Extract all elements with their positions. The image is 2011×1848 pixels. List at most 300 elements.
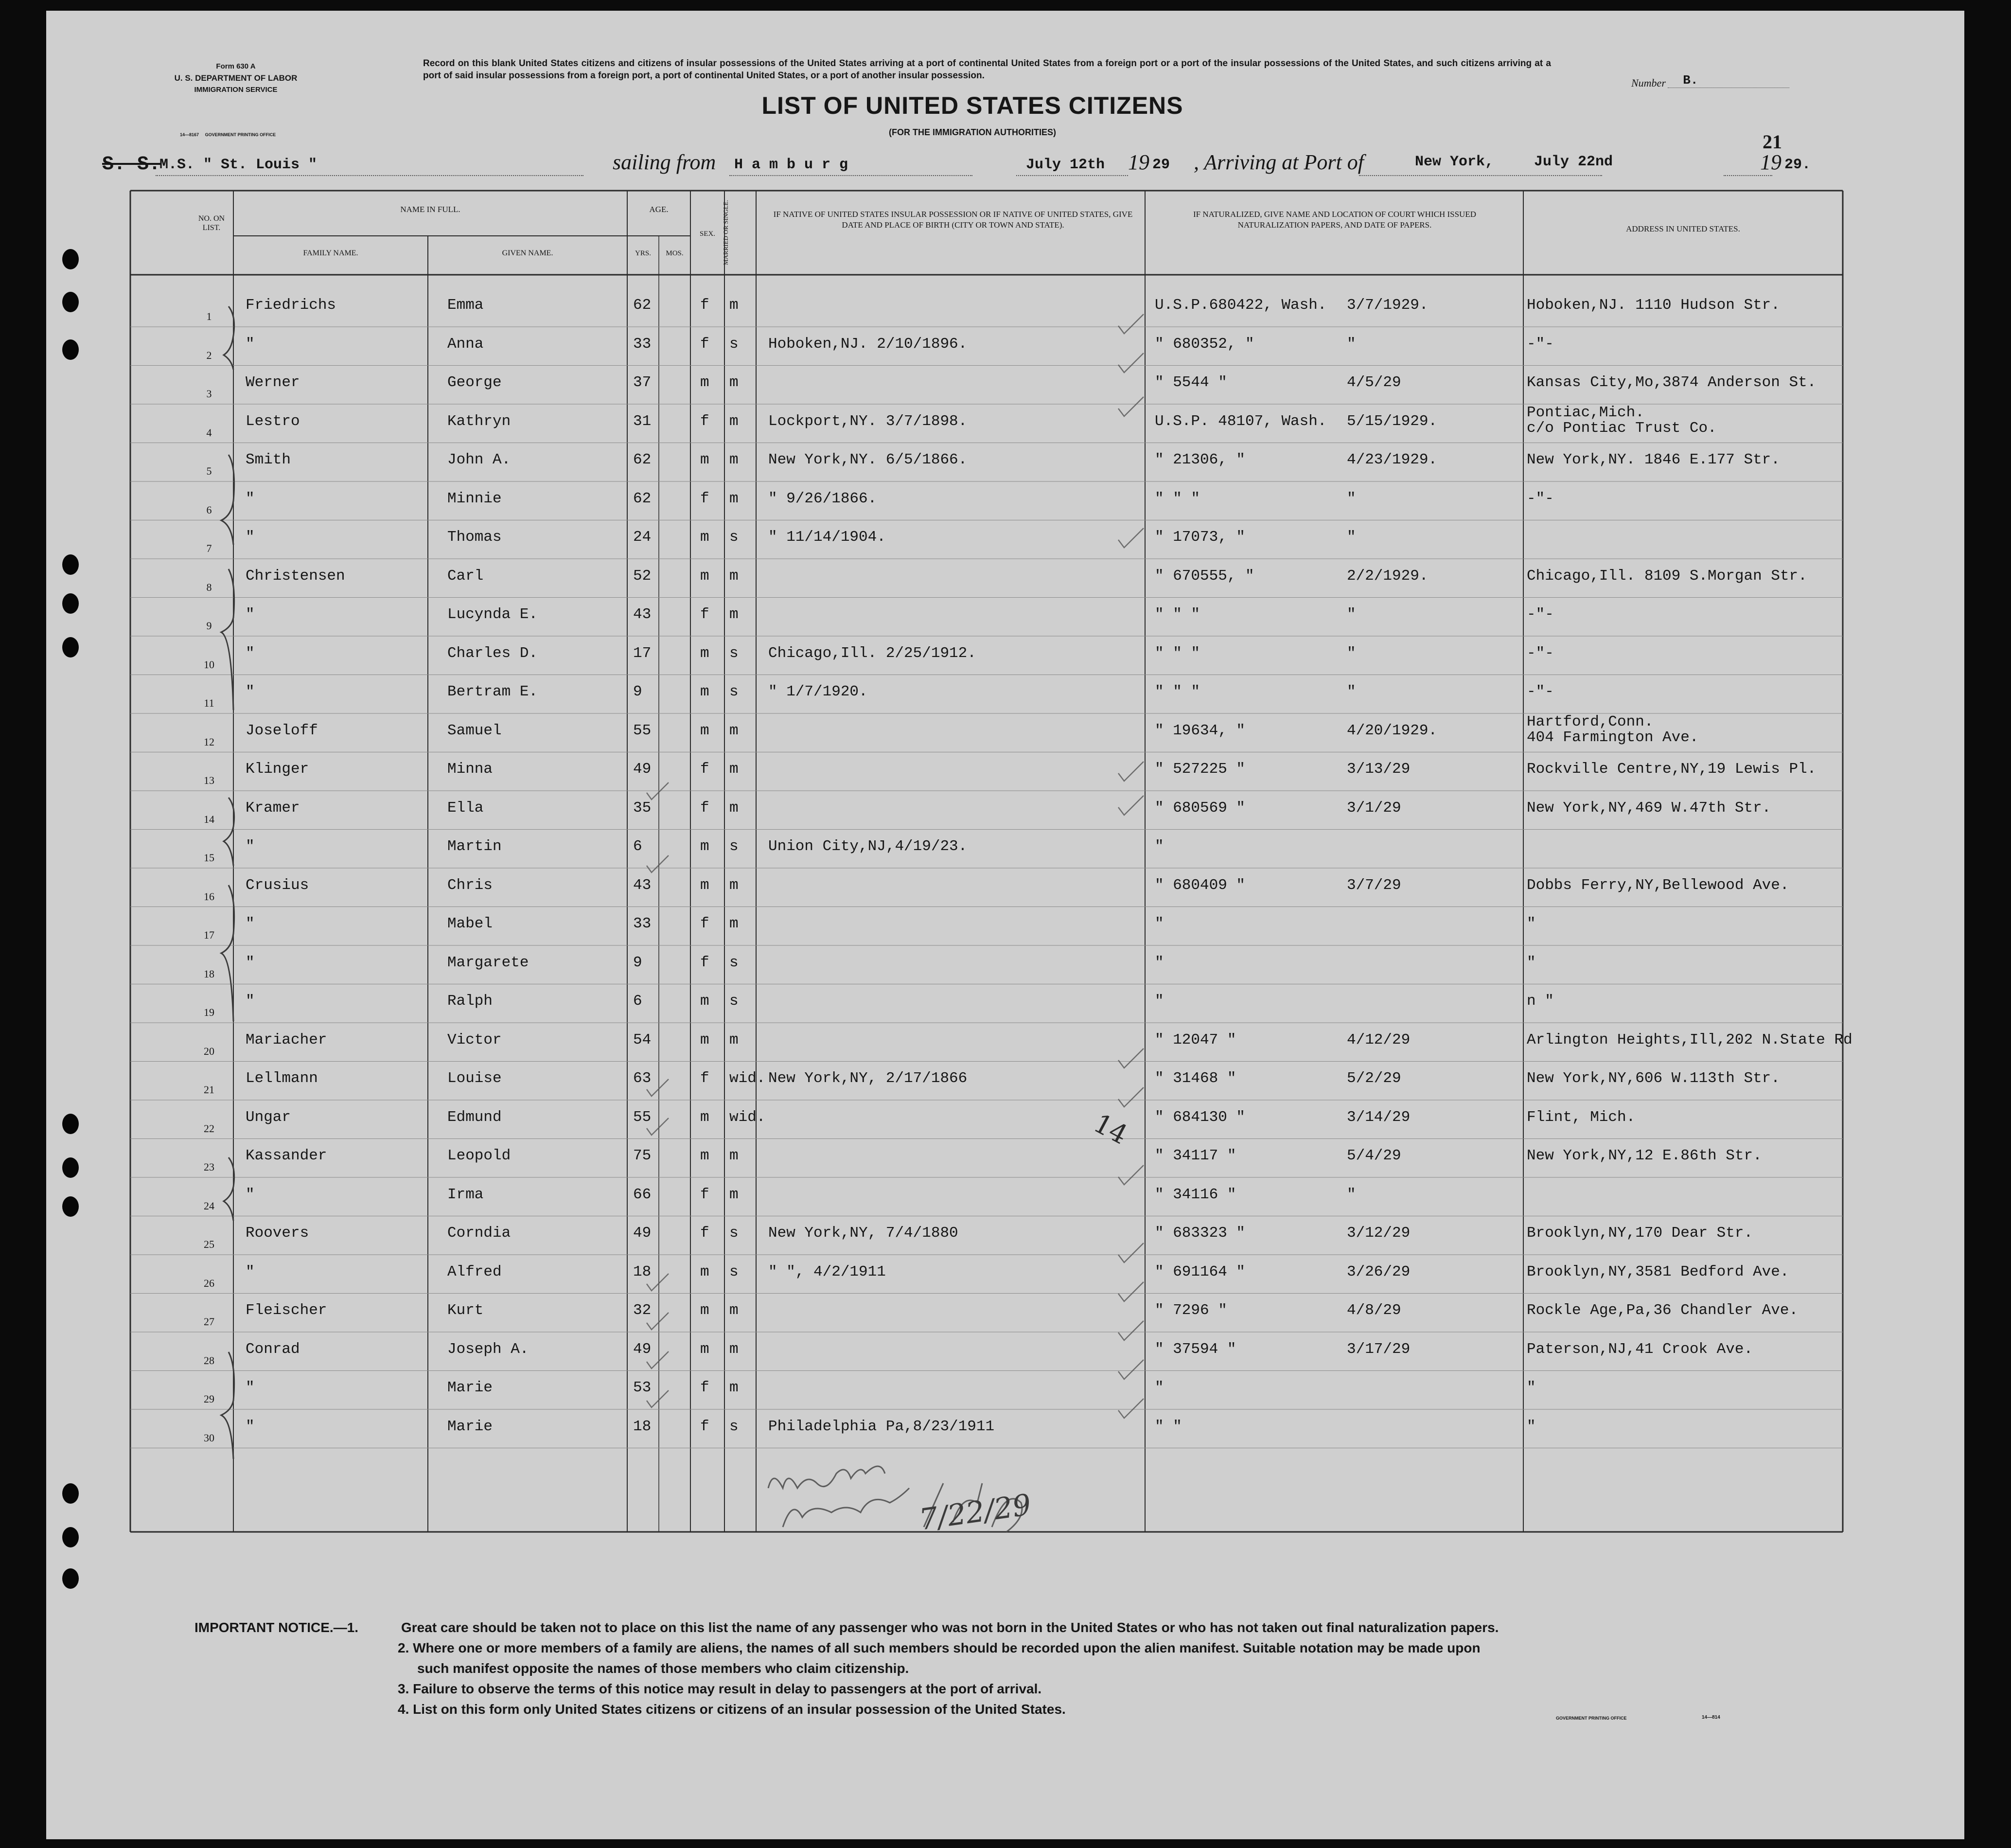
given-name: Charles D. — [447, 644, 538, 662]
given-name: Minnie — [447, 490, 502, 507]
family-name: Joseloff — [246, 722, 318, 739]
sex: f — [700, 335, 709, 353]
marital-status: m — [729, 1302, 739, 1319]
list-number: 6 — [206, 503, 212, 516]
given-name: Kathryn — [447, 412, 511, 430]
naturalization-date: 3/7/1929. — [1347, 297, 1429, 314]
header-no-on-list: NO. ON LIST. — [198, 214, 225, 232]
us-address: -"- — [1527, 683, 1554, 700]
naturalization-court: " 680409 " — [1155, 876, 1246, 894]
given-name: Louise — [447, 1070, 502, 1087]
list-number: 4 — [206, 426, 212, 439]
arrival-date: July 22nd — [1534, 154, 1613, 170]
vessel-name: M.S. " St. Louis " — [159, 157, 318, 173]
sex: m — [700, 567, 709, 585]
age-years: 37 — [633, 374, 652, 391]
marital-status: m — [729, 1340, 739, 1358]
naturalization-court: " " — [1155, 1418, 1182, 1435]
departure-year: 29 — [1152, 157, 1170, 173]
family-name: " — [246, 1263, 255, 1280]
given-name: Alfred — [447, 1263, 502, 1280]
list-number: 29 — [204, 1393, 214, 1405]
age-years: 49 — [633, 761, 652, 778]
service: IMMIGRATION SERVICE — [194, 86, 278, 94]
naturalization-court: " — [1155, 915, 1164, 932]
naturalization-court: " 12047 " — [1155, 1031, 1236, 1048]
birth-info: New York,NY. 6/5/1866. — [768, 451, 968, 468]
age-years: 66 — [633, 1186, 652, 1203]
given-name: Joseph A. — [447, 1340, 529, 1358]
marital-status: wid. — [729, 1070, 766, 1087]
naturalization-court: " 17073, " — [1155, 529, 1246, 546]
sex: f — [700, 761, 709, 778]
given-name: Minna — [447, 761, 493, 778]
naturalization-date: 3/12/29 — [1347, 1225, 1411, 1242]
naturalization-date: 4/8/29 — [1347, 1302, 1401, 1319]
given-name: Chris — [447, 876, 493, 894]
sex: m — [700, 722, 709, 739]
family-name: " — [246, 490, 255, 507]
sailing-label: sailing from — [613, 150, 716, 174]
marital-status: m — [729, 1031, 739, 1048]
sex: m — [700, 993, 709, 1010]
sex: m — [700, 1263, 709, 1280]
header-native-birth: IF NATIVE OF UNITED STATES INSULAR POSSESSION OR IF NATIVE OF UNITED STATES, GIVE DATE AND PLACE OF BIRTH (CITY OR TOWN AND STATE). — [773, 210, 1133, 230]
number-value: B. — [1668, 73, 1789, 88]
department: U. S. DEPARTMENT OF LABOR — [174, 73, 298, 83]
sex: f — [700, 490, 709, 507]
sex: m — [700, 529, 709, 546]
us-address: New York,NY,12 E.86th Str. — [1527, 1147, 1762, 1164]
header-name-in-full: NAME IN FULL. — [400, 205, 460, 214]
sex: f — [700, 1418, 709, 1435]
notice-item-1: Great care should be taken not to place on this list the name of any passenger who was not born in the United States or who has not taken out final naturalization papers. — [401, 1620, 1499, 1635]
list-number: 2 — [206, 349, 212, 361]
age-years: 33 — [633, 915, 652, 932]
naturalization-date: 5/4/29 — [1347, 1147, 1401, 1164]
header-age: AGE. — [649, 205, 669, 214]
family-name: " — [246, 915, 255, 932]
naturalization-court: " 691164 " — [1155, 1263, 1246, 1280]
family-name: " — [246, 644, 255, 662]
family-name: " — [246, 529, 255, 546]
header-naturalized: IF NATURALIZED, GIVE NAME AND LOCATION OF COURT WHICH ISSUED NATURALIZATION PAPERS, AND DATE OF PAPERS. — [1193, 210, 1476, 230]
given-name: Victor — [447, 1031, 502, 1048]
list-number: 30 — [204, 1431, 214, 1444]
sex: f — [700, 915, 709, 932]
sex: f — [700, 799, 709, 817]
marital-status: s — [729, 335, 739, 353]
given-name: Carl — [447, 567, 484, 585]
header-yrs: YRS. — [635, 249, 651, 257]
marital-status: s — [729, 993, 739, 1010]
age-years: 62 — [633, 451, 652, 468]
us-address: Hoboken,NJ. 1110 Hudson Str. — [1527, 297, 1780, 314]
sex: m — [700, 1147, 709, 1164]
given-name: Thomas — [447, 529, 502, 546]
family-name: " — [246, 606, 255, 623]
age-years: 53 — [633, 1379, 652, 1396]
us-address: " — [1527, 954, 1536, 971]
sex: m — [700, 838, 709, 855]
family-name: Conrad — [246, 1340, 300, 1358]
age-years: 55 — [633, 722, 652, 739]
given-name: Edmund — [447, 1108, 502, 1126]
given-name: George — [447, 374, 502, 391]
marital-status: s — [729, 838, 739, 855]
naturalization-court: " 34117 " — [1155, 1147, 1236, 1164]
sex: f — [700, 606, 709, 623]
sex: m — [700, 374, 709, 391]
age-years: 32 — [633, 1302, 652, 1319]
age-years: 55 — [633, 1108, 652, 1126]
sex: m — [700, 1108, 709, 1126]
list-number: 27 — [204, 1315, 214, 1328]
naturalization-court: " 19634, " — [1155, 722, 1246, 739]
us-address: " — [1527, 1379, 1536, 1396]
naturalization-court: " " " — [1155, 683, 1200, 700]
ss-prefix: S. S. — [102, 154, 161, 176]
marital-status: s — [729, 683, 739, 700]
birth-info: New York,NY, 7/4/1880 — [768, 1225, 958, 1242]
signature-date: 7/22/29 — [917, 1488, 1034, 1537]
naturalization-date: " — [1347, 335, 1356, 353]
number-label: Number — [1631, 77, 1666, 89]
naturalization-court: " 670555, " — [1155, 567, 1254, 585]
gpo-footer: GOVERNMENT PRINTING OFFICE — [1556, 1716, 1627, 1721]
naturalization-court: U.S.P. 48107, Wash. — [1155, 412, 1327, 430]
given-name: Margarete — [447, 954, 529, 971]
family-name: Werner — [246, 374, 300, 391]
arriving-label: , Arriving at Port of — [1194, 150, 1364, 174]
age-years: 54 — [633, 1031, 652, 1048]
us-address: Brooklyn,NY,3581 Bedford Ave. — [1527, 1263, 1789, 1280]
header-married-single: MARRIED OR SINGLE. — [722, 200, 729, 265]
age-years: 52 — [633, 567, 652, 585]
us-address: New York,NY,606 W.113th Str. — [1527, 1070, 1780, 1087]
naturalization-court: " 37594 " — [1155, 1340, 1236, 1358]
header-address: ADDRESS IN UNITED STATES. — [1626, 224, 1740, 233]
given-name: Emma — [447, 297, 484, 314]
age-years: 17 — [633, 644, 652, 662]
sex: f — [700, 297, 709, 314]
family-name: " — [246, 1186, 255, 1203]
naturalization-date: " — [1347, 644, 1356, 662]
family-name: Lellmann — [246, 1070, 318, 1087]
us-address: -"- — [1527, 606, 1554, 623]
family-name: Crusius — [246, 876, 309, 894]
naturalization-date: 3/1/29 — [1347, 799, 1401, 817]
us-address: Kansas City,Mo,3874 Anderson St. — [1527, 374, 1817, 391]
given-name: Lucynda E. — [447, 606, 538, 623]
given-name: Marie — [447, 1418, 493, 1435]
family-name: Roovers — [246, 1225, 309, 1242]
sex: m — [700, 1340, 709, 1358]
family-name: Smith — [246, 451, 291, 468]
age-years: 62 — [633, 490, 652, 507]
marital-status: m — [729, 606, 739, 623]
birth-info: " 11/14/1904. — [768, 529, 886, 546]
list-number: 11 — [204, 697, 214, 709]
departure-date: July 12th — [1026, 157, 1105, 173]
marital-status: m — [729, 761, 739, 778]
sex: m — [700, 683, 709, 700]
sex: m — [700, 451, 709, 468]
us-address: Dobbs Ferry,NY,Bellewood Ave. — [1527, 876, 1789, 894]
given-name: Martin — [447, 838, 502, 855]
family-name: " — [246, 1379, 255, 1396]
naturalization-court: " " " — [1155, 644, 1200, 662]
birth-info: " 1/7/1920. — [768, 683, 868, 700]
naturalization-court: " " " — [1155, 606, 1200, 623]
given-name: Corndia — [447, 1225, 511, 1242]
given-name: Irma — [447, 1186, 484, 1203]
naturalization-date: 3/7/29 — [1347, 876, 1401, 894]
list-number: 7 — [206, 542, 212, 554]
notice-item-2: 2. Where one or more members of a family are aliens, the names of all such members should be recorded upon the alien manifest. Suitable notation may be made upon — [398, 1640, 1481, 1655]
list-number: 18 — [204, 967, 214, 980]
birth-info: " 9/26/1866. — [768, 490, 877, 507]
us-address: " — [1527, 915, 1536, 932]
list-number: 10 — [204, 658, 214, 671]
header-sex: SEX. — [699, 230, 716, 238]
birth-info: Lockport,NY. 3/7/1898. — [768, 412, 968, 430]
us-address: Chicago,Ill. 8109 S.Morgan Str. — [1527, 567, 1807, 585]
sex: m — [700, 1302, 709, 1319]
birth-info: " ", 4/2/1911 — [768, 1263, 886, 1280]
given-name: Ella — [447, 799, 484, 817]
sex: f — [700, 1186, 709, 1203]
form-code-footer: 14—814 — [1702, 1715, 1720, 1720]
family-name: " — [246, 993, 255, 1010]
margin-number: 14 — [1089, 1107, 1133, 1151]
naturalization-court: " — [1155, 993, 1164, 1010]
marital-status: s — [729, 1418, 739, 1435]
family-name: Mariacher — [246, 1031, 327, 1048]
given-name: Leopold — [447, 1147, 511, 1164]
marital-status: m — [729, 412, 739, 430]
naturalization-date: 4/12/29 — [1347, 1031, 1411, 1048]
marital-status: m — [729, 297, 739, 314]
naturalization-date: 4/5/29 — [1347, 374, 1401, 391]
given-name: Samuel — [447, 722, 502, 739]
notice-lead: IMPORTANT NOTICE.—1. — [194, 1620, 359, 1635]
naturalization-court: " 680352, " — [1155, 335, 1254, 353]
naturalization-date: " — [1347, 1186, 1356, 1203]
given-name: Bertram E. — [447, 683, 538, 700]
us-address: Rockle Age,Pa,36 Chandler Ave. — [1527, 1302, 1799, 1319]
naturalization-court: " 527225 " — [1155, 761, 1246, 778]
list-number: 9 — [206, 620, 212, 632]
us-address: -"- — [1527, 335, 1554, 353]
naturalization-court: " 21306, " — [1155, 451, 1246, 468]
sex: f — [700, 954, 709, 971]
sex: f — [700, 412, 709, 430]
marital-status: m — [729, 374, 739, 391]
marital-status: s — [729, 529, 739, 546]
naturalization-date: 4/20/1929. — [1347, 722, 1438, 739]
form-number: Form 630 A — [216, 62, 256, 71]
age-years: 49 — [633, 1225, 652, 1242]
us-address: Brooklyn,NY,170 Dear Str. — [1527, 1225, 1753, 1242]
us-address: New York,NY,469 W.47th Str. — [1527, 799, 1771, 817]
us-address: Hartford,Conn. — [1527, 713, 1654, 730]
list-number: 15 — [204, 852, 214, 864]
list-number: 25 — [204, 1238, 214, 1250]
us-address: n " — [1527, 993, 1554, 1010]
naturalization-court: " — [1155, 838, 1164, 855]
sex: f — [700, 1379, 709, 1396]
list-number: 16 — [204, 890, 214, 903]
marital-status: s — [729, 1225, 739, 1242]
list-number: 24 — [204, 1199, 214, 1212]
list-number: 28 — [204, 1354, 214, 1367]
record-instructions: Record on this blank United States citizens and citizens of insular possessions of the United States arriving at a port of continental United States from a foreign port or a port of the insular possessions of the United States, and such citizens arriving at a port of said insular possessions from a foreign port, a port of continental United States, or a port of another insular possession. — [423, 58, 1551, 81]
marital-status: s — [729, 644, 739, 662]
list-number: 22 — [204, 1122, 214, 1135]
us-address: Flint, Mich. — [1527, 1108, 1636, 1126]
age-years: 35 — [633, 799, 652, 817]
age-years: 6 — [633, 993, 642, 1010]
header-family-name: FAMILY NAME. — [303, 249, 358, 257]
notice-item-4: 4. List on this form only United States citizens or citizens of an insular possession of the United States. — [398, 1702, 1066, 1717]
birth-info: Chicago,Ill. 2/25/1912. — [768, 644, 976, 662]
marital-status: m — [729, 1186, 739, 1203]
family-name: Fleischer — [246, 1302, 327, 1319]
list-number: 17 — [204, 929, 214, 941]
given-name: John A. — [447, 451, 511, 468]
marital-status: m — [729, 451, 739, 468]
given-name: Marie — [447, 1379, 493, 1396]
marital-status: m — [729, 915, 739, 932]
birth-info: Hoboken,NJ. 2/10/1896. — [768, 335, 968, 353]
naturalization-date: 5/2/29 — [1347, 1070, 1401, 1087]
us-address: Paterson,NJ,41 Crook Ave. — [1527, 1340, 1753, 1358]
given-name: Ralph — [447, 993, 493, 1010]
naturalization-court: U.S.P.680422, Wash. — [1155, 297, 1327, 314]
age-years: 6 — [633, 838, 642, 855]
us-address-line2: c/o Pontiac Trust Co. — [1527, 419, 1717, 437]
naturalization-court: " 34116 " — [1155, 1186, 1236, 1203]
naturalization-date: 2/2/1929. — [1347, 567, 1429, 585]
given-name: Mabel — [447, 915, 493, 932]
family-name: " — [246, 954, 255, 971]
family-name: Kramer — [246, 799, 300, 817]
naturalization-court: " 684130 " — [1155, 1108, 1246, 1126]
us-address: -"- — [1527, 490, 1554, 507]
marital-status: m — [729, 490, 739, 507]
marital-status: wid. — [729, 1108, 766, 1126]
page-number: 21 — [1763, 131, 1782, 153]
naturalization-court: " — [1155, 1379, 1164, 1396]
age-years: 49 — [633, 1340, 652, 1358]
departure-century: 19 — [1128, 150, 1149, 174]
origin-port: H a m b u r g — [734, 157, 848, 173]
family-name: Klinger — [246, 761, 309, 778]
naturalization-court: " 5544 " — [1155, 374, 1227, 391]
print-code: 14—8167 GOVERNMENT PRINTING OFFICE — [180, 132, 276, 137]
list-number: 12 — [204, 735, 214, 748]
family-name: " — [246, 335, 255, 353]
marital-status: s — [729, 1263, 739, 1280]
naturalization-court: " 680569 " — [1155, 799, 1246, 817]
naturalization-date: 3/17/29 — [1347, 1340, 1411, 1358]
age-years: 18 — [633, 1418, 652, 1435]
age-years: 9 — [633, 954, 642, 971]
marital-status: s — [729, 954, 739, 971]
age-years: 43 — [633, 876, 652, 894]
given-name: Kurt — [447, 1302, 484, 1319]
arrival-century: 19 — [1760, 150, 1782, 174]
age-years: 62 — [633, 297, 652, 314]
document-subtitle: (FOR THE IMMIGRATION AUTHORITIES) — [889, 127, 1056, 137]
notice-item-3: 3. Failure to observe the terms of this notice may result in delay to passengers at the port of arrival. — [398, 1681, 1042, 1696]
age-years: 24 — [633, 529, 652, 546]
list-number: 3 — [206, 388, 212, 400]
notice-item-2b: such manifest opposite the names of those members who claim citizenship. — [417, 1661, 909, 1676]
naturalization-court: " — [1155, 954, 1164, 971]
birth-info: Philadelphia Pa,8/23/1911 — [768, 1418, 995, 1435]
list-number: 26 — [204, 1277, 214, 1289]
arrival-port: New York, — [1415, 154, 1494, 170]
given-name: Anna — [447, 335, 484, 353]
us-address: " — [1527, 1418, 1536, 1435]
header-mos: MOS. — [666, 249, 684, 257]
us-address: New York,NY. 1846 E.177 Str. — [1527, 451, 1780, 468]
family-name: " — [246, 683, 255, 700]
naturalization-court: " 683323 " — [1155, 1225, 1246, 1242]
birth-info: Union City,NJ,4/19/23. — [768, 838, 968, 855]
naturalization-date: 4/23/1929. — [1347, 451, 1438, 468]
list-number: 19 — [204, 1006, 214, 1018]
naturalization-court: " 7296 " — [1155, 1302, 1227, 1319]
family-name: Christensen — [246, 567, 345, 585]
marital-status: m — [729, 1147, 739, 1164]
naturalization-date: 3/14/29 — [1347, 1108, 1411, 1126]
marital-status: m — [729, 567, 739, 585]
list-number: 13 — [204, 774, 214, 786]
sex: f — [700, 1070, 709, 1087]
sex: m — [700, 1031, 709, 1048]
family-name: Lestro — [246, 412, 300, 430]
family-name: " — [246, 1418, 255, 1435]
list-number: 5 — [206, 465, 212, 477]
sex: f — [700, 1225, 709, 1242]
age-years: 75 — [633, 1147, 652, 1164]
age-years: 18 — [633, 1263, 652, 1280]
us-address-line2: 404 Farmington Ave. — [1527, 729, 1699, 746]
list-number: 8 — [206, 581, 212, 593]
age-years: 9 — [633, 683, 642, 700]
document-title: LIST OF UNITED STATES CITIZENS — [761, 92, 1183, 119]
naturalization-date: " — [1347, 490, 1356, 507]
us-address: Pontiac,Mich. — [1527, 404, 1644, 421]
age-years: 43 — [633, 606, 652, 623]
age-years: 63 — [633, 1070, 652, 1087]
list-number: 20 — [204, 1045, 214, 1057]
marital-status: m — [729, 876, 739, 894]
us-address: Rockville Centre,NY,19 Lewis Pl. — [1527, 761, 1817, 778]
age-years: 31 — [633, 412, 652, 430]
list-number: 1 — [206, 310, 212, 322]
marital-status: m — [729, 1379, 739, 1396]
arrival-year: 29. — [1784, 157, 1811, 173]
naturalization-date: 5/15/1929. — [1347, 412, 1438, 430]
naturalization-date: 3/26/29 — [1347, 1263, 1411, 1280]
family-name: Friedrichs — [246, 297, 336, 314]
family-name: Kassander — [246, 1147, 327, 1164]
list-number: 14 — [204, 813, 214, 825]
